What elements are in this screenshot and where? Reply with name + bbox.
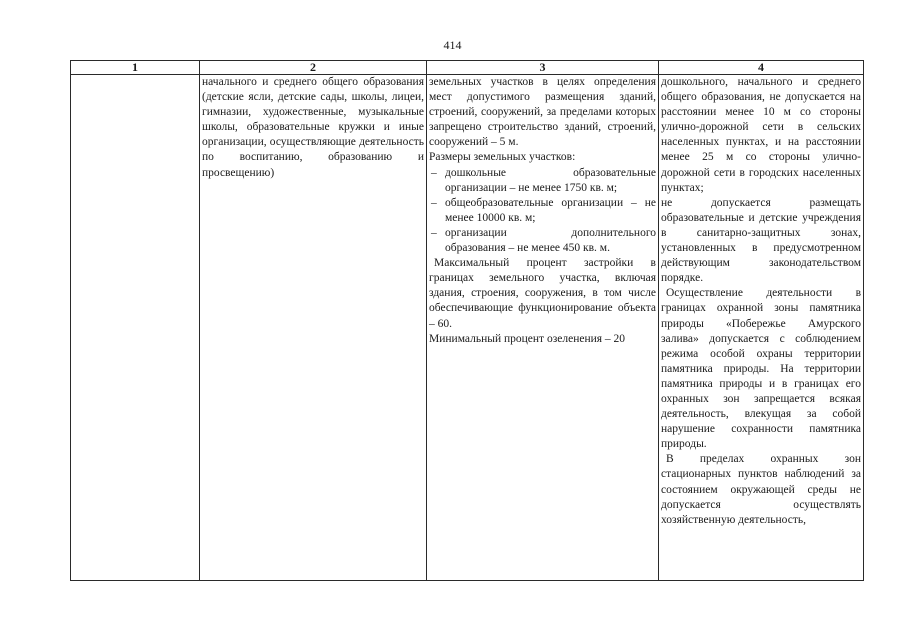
table-row <box>71 75 864 581</box>
plot-sizes-list <box>429 166 656 257</box>
use-description: начального и среднего общего образования (детские ясли, детские сады, школы, лицеи, гимназии, художественные, музыкальные школы, образовательные кружки и иные организации, осуществляющие деятельность по воспитанию, образованию и просвещению) <box>202 76 424 179</box>
restriction-paragraph-1: дошкольного, начального и среднего общего образования, не допускается на расстоянии менее 10 м со стороны улично-дорожной сети в сельских населенных пунктах, и на расстоянии менее 25 м со стороны улично-дорожной сети в городских населенных пунктах; <box>661 76 861 194</box>
page-number: 414 <box>443 38 462 52</box>
list-item: – дошкольные образовательные организации – не менее 1750 кв. м; <box>429 166 656 196</box>
min-green-text: Минимальный процент озеленения – 20 <box>429 332 626 345</box>
plot-sizes-heading: Размеры земельных участков: <box>429 151 576 164</box>
list-item: – общеобразовательные организации – не менее 10000 кв. м; <box>429 196 656 226</box>
cell-col3 <box>427 75 659 581</box>
column-header-2: 2 <box>200 61 427 75</box>
setback-text: земельных участков в целях определения мест допустимого размещения зданий, строений, сооружений, за пределами которых запрещено строительство зданий, строений, сооружений – 5 м. <box>429 76 656 149</box>
restriction-paragraph-3: Осуществление деятельности в границах охранной зоны памятника природы «Побережье Амурского залива» допускается с соблюдением режима особой охраны территории памятника природы. На территории памятника природы и в границах его охранных зон запрещается всякая деятельность, влекущая за собой нарушение сохранности памятника природы. <box>661 287 861 451</box>
cell-col1 <box>71 75 200 581</box>
list-item: – организации дополнительного образования – не менее 450 кв. м. <box>429 226 656 256</box>
max-coverage-text: Максимальный процент застройки в границах земельного участка, включая здания, строения, сооружения, в том числе обеспечивающие функционирование объекта – 60. <box>429 257 656 330</box>
restriction-paragraph-4: В пределах охранных зон стационарных пунктов наблюдений за состоянием окружающей среды не допускается осуществлять хозяйственную деятельность, <box>661 453 861 526</box>
table-header-row <box>71 61 864 75</box>
restriction-paragraph-2: не допускается размещать образовательные и детские учреждения в санитарно-защитных зонах, установленных в предусмотренном действующим законодательством порядке. <box>661 196 861 285</box>
regulation-table <box>70 60 864 581</box>
cell-col4 <box>659 75 864 581</box>
column-header-1: 1 <box>71 61 200 75</box>
cell-col2 <box>200 75 427 581</box>
column-header-3: 3 <box>427 61 659 75</box>
column-header-4: 4 <box>659 61 864 75</box>
